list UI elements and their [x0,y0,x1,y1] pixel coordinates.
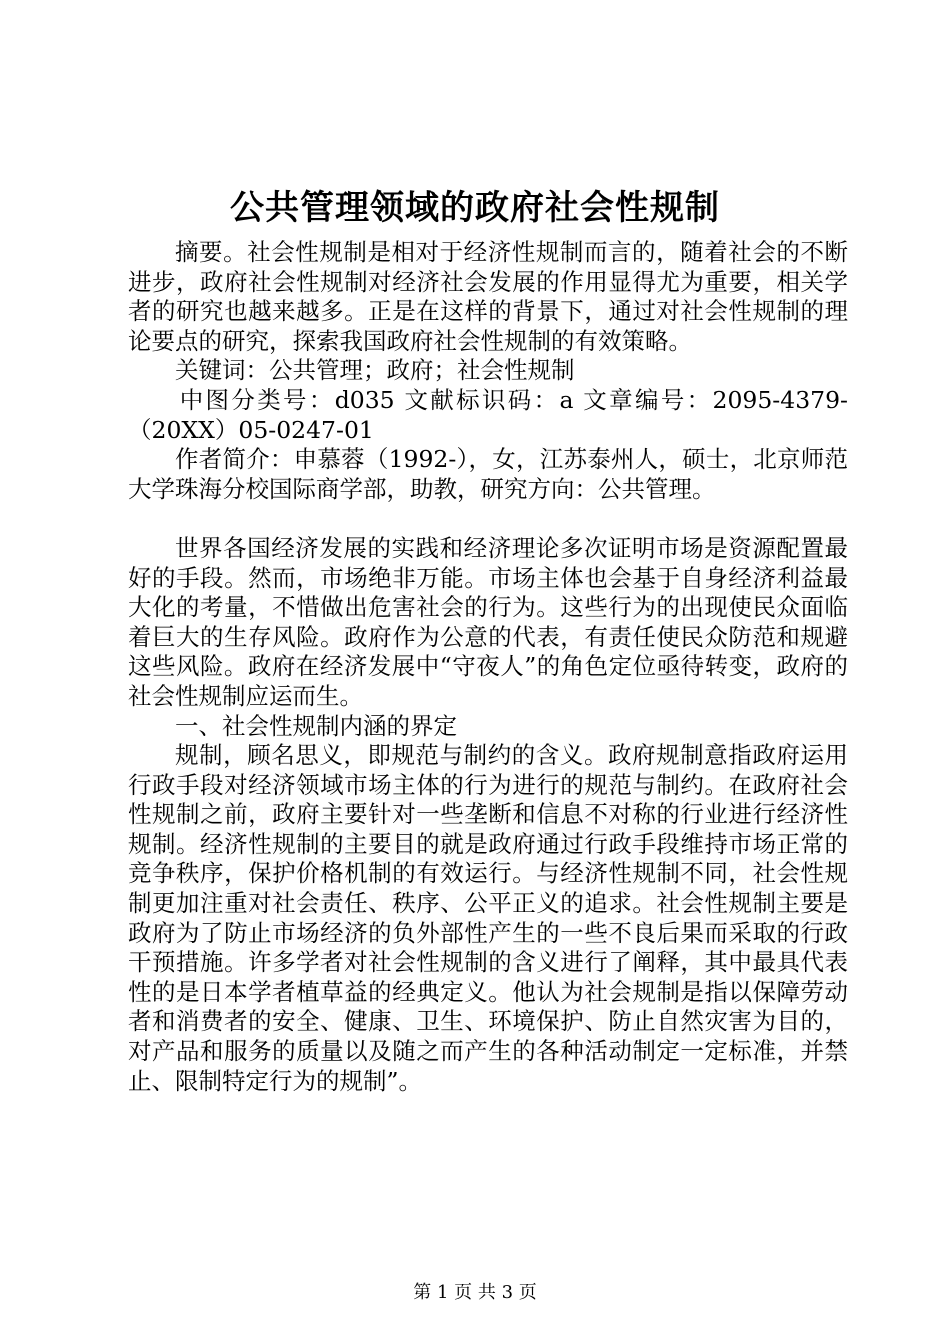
paragraph-gap [128,504,848,534]
abstract-paragraph: 摘要。社会性规制是相对于经济性规制而言的，随着社会的不断进步，政府社会性规制对经济社会发展的作用显得尤为重要，相关学者的研究也越来越多。正是在这样的背景下，通过对社会性规制的理论要点的研究，探索我国政府社会性规制的有效策略。 [128,238,848,355]
section-paragraph: 规制，顾名思义，即规范与制约的含义。政府规制意指政府运用行政手段对经济领域市场主体的行为进行的规范与制约。在政府社会性规制之前，政府主要针对一些垄断和信息不对称的行业进行经济性规制。经济性规制的主要目的就是政府通过行政手段维持市场正常的竞争秩序，保护价格机制的有效运行。与经济性规制不同，社会性规制更加注重对社会责任、秩序、公平正义的追求。社会性规制主要是政府为了防止市场经济的负外部性产生的一些不良后果而采取的行政干预措施。许多学者对社会性规制的含义进行了阐释，其中最具代表性的是日本学者植草益的经典定义。他认为社会规制是指以保障劳动者和消费者的安全、健康、卫生、环境保护、防止自然灾害为目的，对产品和服务的质量以及随之而产生的各种活动制定一定标准，并禁止、限制特定行为的规制”。 [128,741,848,1095]
section-heading: 一、社会性规制内涵的界定 [175,711,457,740]
author-paragraph: 作者简介：申慕蓉（1992-），女，江苏泰州人，硕士，北京师范大学珠海分校国际商学部，助教，研究方向：公共管理。 [128,445,848,503]
document-title: 公共管理领域的政府社会性规制 [230,188,720,228]
classification-paragraph: 中图分类号：d035 文献标识码：a 文章编号：2095-4379-（20XX）05-0247-01 [128,385,848,444]
document-body [128,238,848,1096]
intro-paragraph: 世界各国经济发展的实践和经济理论多次证明市场是资源配置最好的手段。然而，市场绝非万能。市场主体也会基于自身经济利益最大化的考量，不惜做出危害社会的行为。这些行为的出现使民众面临着巨大的生存风险。政府作为公意的代表，有责任使民众防范和规避这些风险。政府在经济发展中“守夜人”的角色定位亟待转变，政府的社会性规制应运而生。 [128,533,848,710]
page-footer: 第 1 页 共 3 页 [413,1282,537,1303]
keywords-paragraph: 关键词：公共管理；政府；社会性规制 [175,356,575,385]
